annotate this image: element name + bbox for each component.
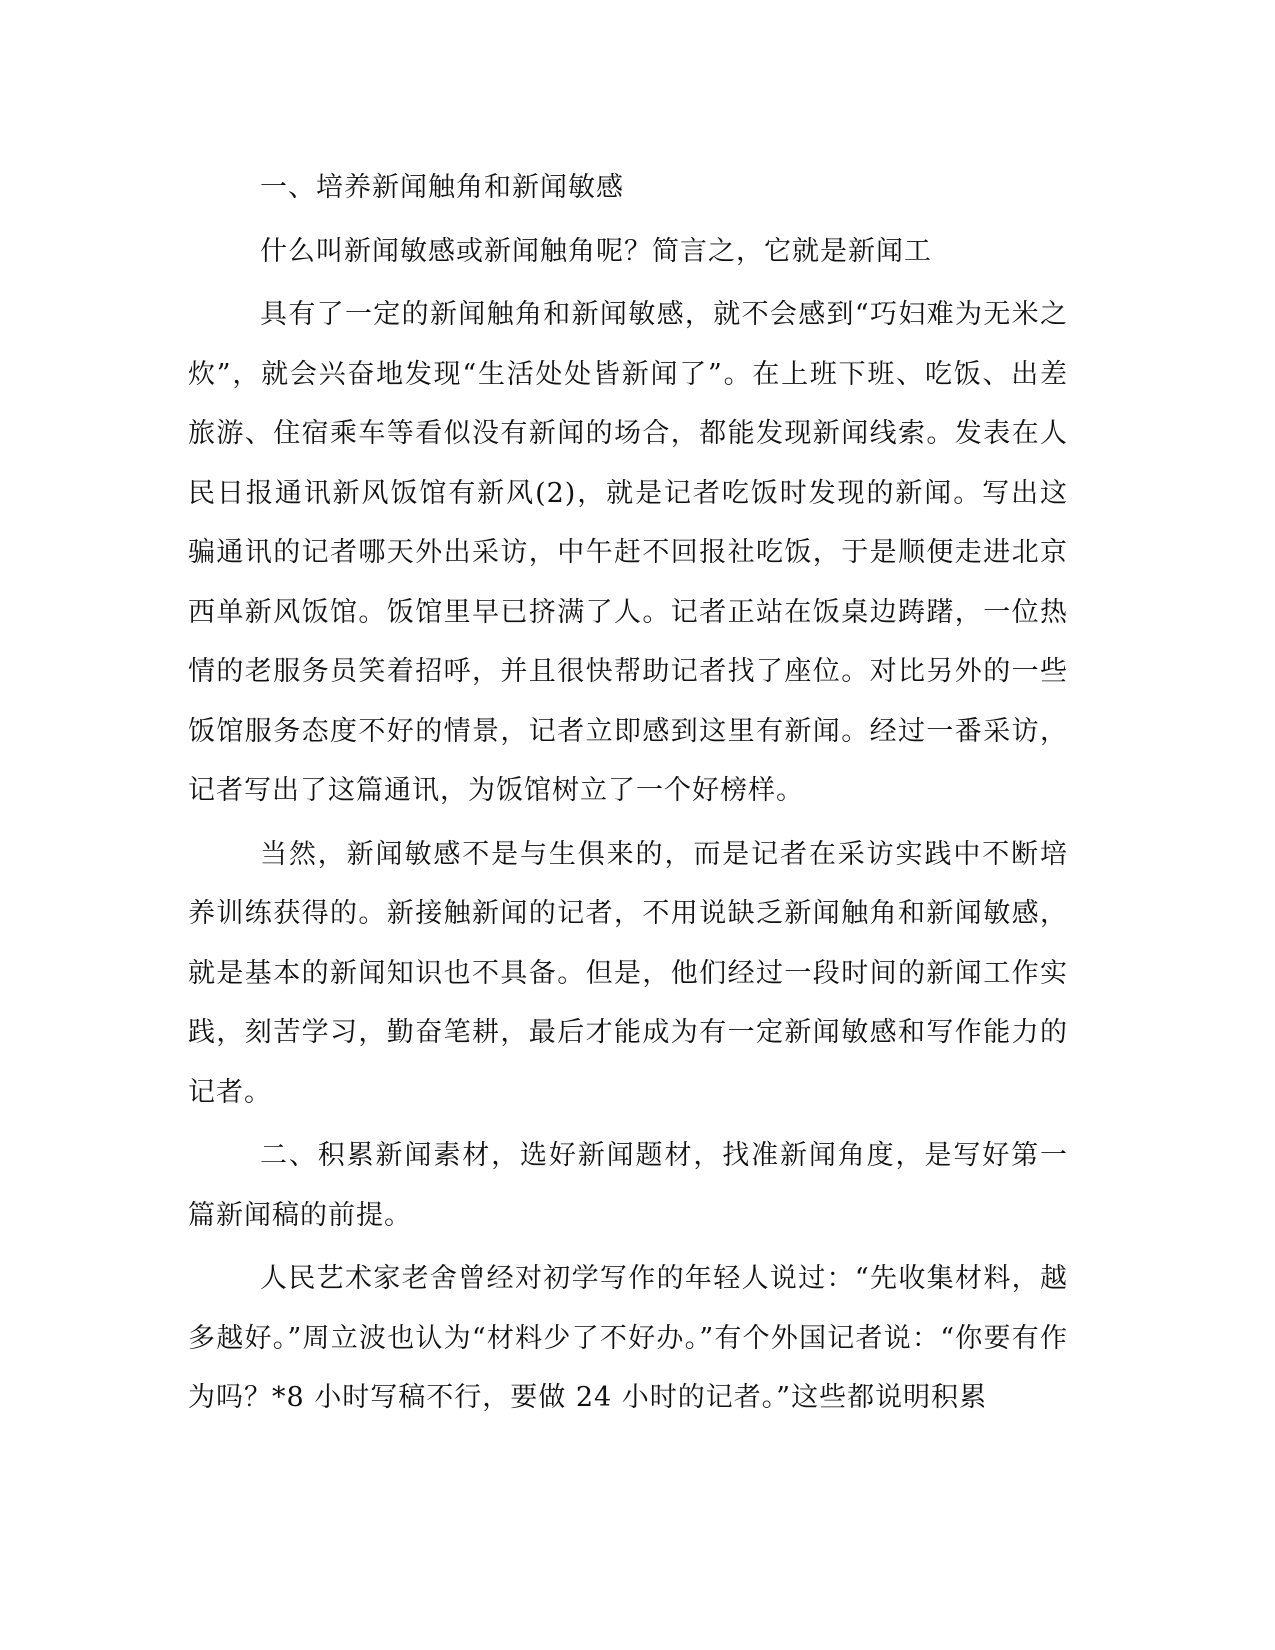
paragraph-question: 什么叫新闻敏感或新闻触角呢？简言之，它就是新闻工 — [260, 235, 932, 267]
section-heading-2: 二、积累新闻素材，选好新闻题材，找准新闻角度，是写好第一篇新闻稿的前提。 — [188, 1140, 1068, 1231]
section-heading-1: 一、培养新闻触角和新闻敏感 — [260, 172, 624, 203]
paragraph-news-sense-example: 具有了一定的新闻触角和新闻敏感，就不会感到“巧妇难为无米之炊”，就会兴奋地发现“生活处处皆新闻了”。在上班下班、吃饭、出差旅游、住宿乘车等看似没有新闻的场合，都能发现新闻线索。发表在人民日报通讯新风饭馆有新风(2)，就是记者吃饭时发现的新闻。写出这骗通讯的记者哪天外出采访，中午赶不回报社吃饭，于是顺便走进北京西单新风饭馆。饭馆里早已挤满了人。记者正站在饭桌边踌躇，一位热情的老服务员笑着招呼，并且很快帮助记者找了座位。对比另外的一些饭馆服务态度不好的情景，记者立即感到这里有新闻。经过一番采访，记者写出了这篇通讯，为饭馆树立了一个好榜样。 — [188, 299, 1068, 806]
paragraph-accumulate-material: 人民艺术家老舍曾经对初学写作的年轻人说过：“先收集材料，越多越好。”周立波也认为“材料少了不好办。”有个外国记者说：“你要有作为吗？*8 小时写稿不行，要做 24 小时的记者。”这些都说明积累 — [188, 1263, 1068, 1413]
paragraph-news-sense-training: 当然，新闻敏感不是与生俱来的，而是记者在采访实践中不断培养训练获得的。新接触新闻的记者，不用说缺乏新闻触角和新闻敏感，就是基本的新闻知识也不具备。但是，他们经过一段时间的新闻工作实践，刻苦学习，勤奋笔耕，最后才能成为有一定新闻敏感和写作能力的记者。 — [188, 838, 1068, 1108]
document-body — [188, 158, 1068, 1432]
